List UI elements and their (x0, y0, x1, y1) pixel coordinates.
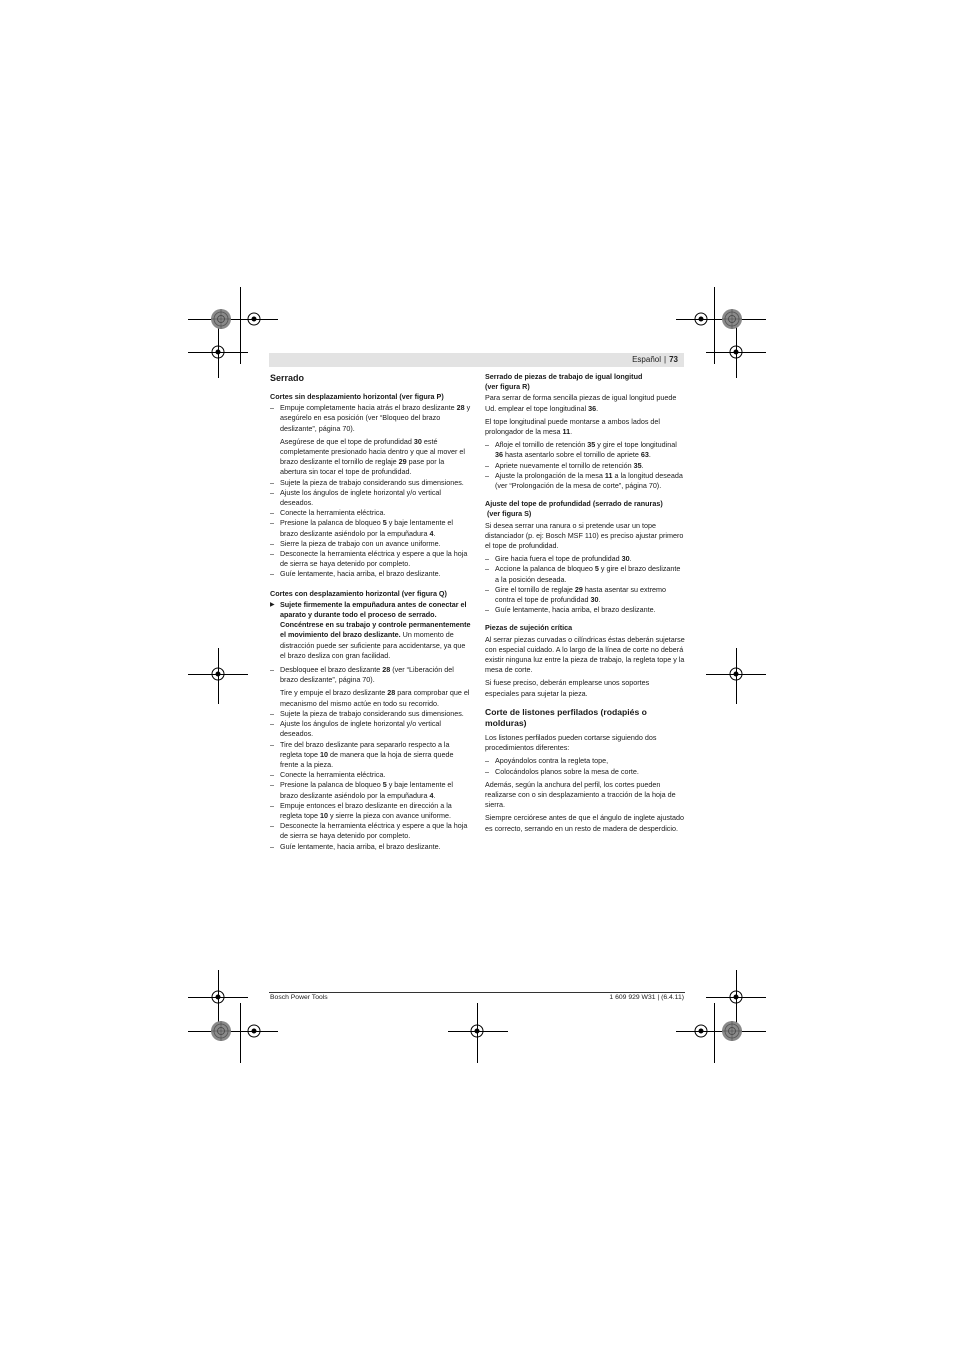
footer-brand: Bosch Power Tools (270, 994, 328, 1001)
section-heading: Corte de listones perfilados (rodapiés o molduras) (485, 706, 647, 728)
list-item: – Conecte la herramienta eléctrica. (270, 508, 471, 518)
list-item: – Guíe lentamente, hacia arriba, el brazo deslizante. (485, 605, 685, 615)
list-item: – Ajuste los ángulos de inglete horizontal y/o vertical deseados. (270, 488, 471, 508)
warning-item: ▶ Sujete firmemente la empuñadura antes de conectar el aparato y durante todo el proceso de serrado. Concéntrese en su trabajo y controle permanentemente el movimiento del brazo deslizante. Un momento de distracción puede ser suficiente para accidentarse, ya que el brazo desliza con gran facilidad. (270, 600, 471, 661)
section-heading: Cortes con desplazamiento horizontal (ver figura Q) (270, 588, 447, 598)
list-item: – Sujete la pieza de trabajo considerando sus dimensiones. (270, 478, 471, 488)
color-target-icon (721, 1020, 743, 1042)
footer-divider (269, 992, 685, 993)
registration-mark-icon (727, 665, 745, 683)
registration-mark-icon (727, 343, 745, 361)
paragraph: Los listones perfilados pueden cortarse siguiendo dos procedimientos diferentes: (485, 732, 657, 753)
registration-mark-icon (245, 1022, 263, 1040)
list-item: – Ajuste la prolongación de la mesa 11 a la longitud deseada (ver “Prolongación de la mesa de corte”, página 70). (485, 471, 685, 491)
registration-mark-icon (209, 988, 227, 1006)
color-target-icon (721, 308, 743, 330)
list-item: – Presione la palanca de bloqueo 5 y baje lentamente el brazo deslizante asiéndolo por la empuñadura 4. (270, 518, 471, 538)
paragraph: Si fuese preciso, deberán emplearse unos soportes especiales para sujetar la pieza. (485, 678, 650, 698)
registration-mark-icon (245, 310, 263, 328)
left-column (270, 371, 471, 855)
list-item: – Guíe lentamente, hacia arriba, el brazo deslizante. (270, 569, 471, 579)
registration-mark-icon (209, 665, 227, 683)
section-heading: Ajuste del tope de profundidad (serrado de ranuras) (ver figura S) (485, 499, 663, 519)
page-header: Español | 73 (269, 353, 684, 367)
instruction-list (485, 756, 685, 776)
right-column (485, 371, 685, 837)
page-number: 73 (669, 355, 678, 364)
header-language: Español (632, 355, 662, 364)
list-item: – Gire el tornillo de reglaje 29 hasta asentar su extremo contra el tope de profundidad 30. (485, 585, 685, 605)
list-item: – Desconecte la herramienta eléctrica y espere a que la hoja de sierra se haya detenido por completo. (270, 549, 471, 569)
list-item: – Gire hacia fuera el tope de profundidad 30. (485, 554, 685, 564)
registration-mark-icon (727, 988, 745, 1006)
paragraph: Al serrar piezas curvadas o cilíndricas éstas deberán sujetarse con especial cuidado. A lo largo de la línea de corte no deberá existir ninguna luz entre la pieza de trabajo, la regleta tope y la mesa de corte. (485, 634, 685, 675)
list-note: Asegúrese de que el tope de profundidad 30 esté completamente presionado hacia dentro y que al mover el brazo deslizante el tornillo de reglaje 29 pase por la abertura sin tocar el tope de profundidad. (280, 436, 465, 477)
section-heading: Cortes sin desplazamiento horizontal (ver figura P) (270, 392, 444, 401)
list-item: – Ajuste los ángulos de inglete horizontal y/o vertical deseados. (270, 719, 471, 739)
footer-doc-number: 1 609 929 W31 | (6.4.11) (609, 994, 684, 1001)
warning-list (270, 600, 471, 661)
registration-mark-icon (209, 343, 227, 361)
section-title: Serrado (270, 373, 305, 383)
list-item: – Conecte la herramienta eléctrica. (270, 770, 471, 780)
instruction-list (270, 709, 471, 852)
list-item: – Empuje entonces el brazo deslizante en dirección a la regleta tope 10 y sierre la pieza con avance uniforme. (270, 801, 471, 821)
list-note: Tire y empuje el brazo deslizante 28 para comprobar que el mecanismo del mismo actúe en todo su recorrido. (280, 688, 470, 708)
list-item: – Empuje completamente hacia atrás el brazo deslizante 28 y asegúrelo en esa posición (ver “Bloqueo del brazo deslizante”, página 70). (270, 403, 471, 434)
list-item: – Desconecte la herramienta eléctrica y espere a que la hoja de sierra se haya detenido por completo. (270, 821, 471, 841)
list-item: – Desbloquee el brazo deslizante 28 (ver “Liberación del brazo deslizante”, página 70). (270, 665, 471, 685)
paragraph: Siempre cerciórese antes de que el ángulo de inglete ajustado es correcto, serrando en un resto de madera de desperdicio. (485, 813, 684, 833)
instruction-list (270, 478, 471, 580)
instruction-list (270, 665, 471, 685)
paragraph: El tope longitudinal puede montarse a ambos lados del prolongador de la mesa 11. (485, 416, 661, 437)
list-item: – Presione la palanca de bloqueo 5 y baje lentamente el brazo deslizante asiéndolo por la empuñadura 4. (270, 780, 471, 800)
list-item: – Apoyándolos contra la regleta tope, (485, 756, 685, 766)
registration-mark-icon (468, 1022, 486, 1040)
list-item: – Accione la palanca de bloqueo 5 y gire el brazo deslizante a la posición deseada. (485, 564, 685, 584)
instruction-list (485, 440, 685, 491)
color-target-icon (210, 1020, 232, 1042)
list-item: – Colocándolos planos sobre la mesa de corte. (485, 767, 685, 777)
registration-mark-icon (692, 1022, 710, 1040)
list-item: – Apriete nuevamente el tornillo de retención 35. (485, 461, 685, 471)
paragraph: Además, según la anchura del perfil, los cortes pueden realizarse con o sin desplazamiento a tracción de la hoja de sierra. (485, 779, 676, 810)
paragraph: Para serrar de forma sencilla piezas de igual longitud puede Ud. emplear el tope longitudinal 36. (485, 393, 677, 413)
list-item: – Sierre la pieza de trabajo con un avance uniforme. (270, 539, 471, 549)
list-item: – Guíe lentamente, hacia arriba, el brazo deslizante. (270, 842, 471, 852)
instruction-list (270, 403, 471, 434)
list-item: – Sujete la pieza de trabajo considerando sus dimensiones. (270, 709, 471, 719)
paragraph: Si desea serrar una ranura o si pretende usar un tope distanciador (p. ej: Bosch MSF 110) es preciso ajustar primero el tope de profundidad. (485, 520, 684, 551)
instruction-list (485, 554, 685, 615)
section-heading: Serrado de piezas de trabajo de igual longitud (ver figura R) (485, 372, 643, 392)
section-heading: Piezas de sujeción crítica (485, 623, 573, 633)
registration-mark-icon (692, 310, 710, 328)
list-item: – Afloje el tornillo de retención 35 y gire el tope longitudinal 36 hasta asentarlo sobre el tornillo de apriete 63. (485, 440, 685, 460)
color-target-icon (210, 308, 232, 330)
list-item: – Tire del brazo deslizante para separarlo respecto a la regleta tope 10 de manera que la hoja de sierra quede frente a la pieza. (270, 740, 471, 771)
